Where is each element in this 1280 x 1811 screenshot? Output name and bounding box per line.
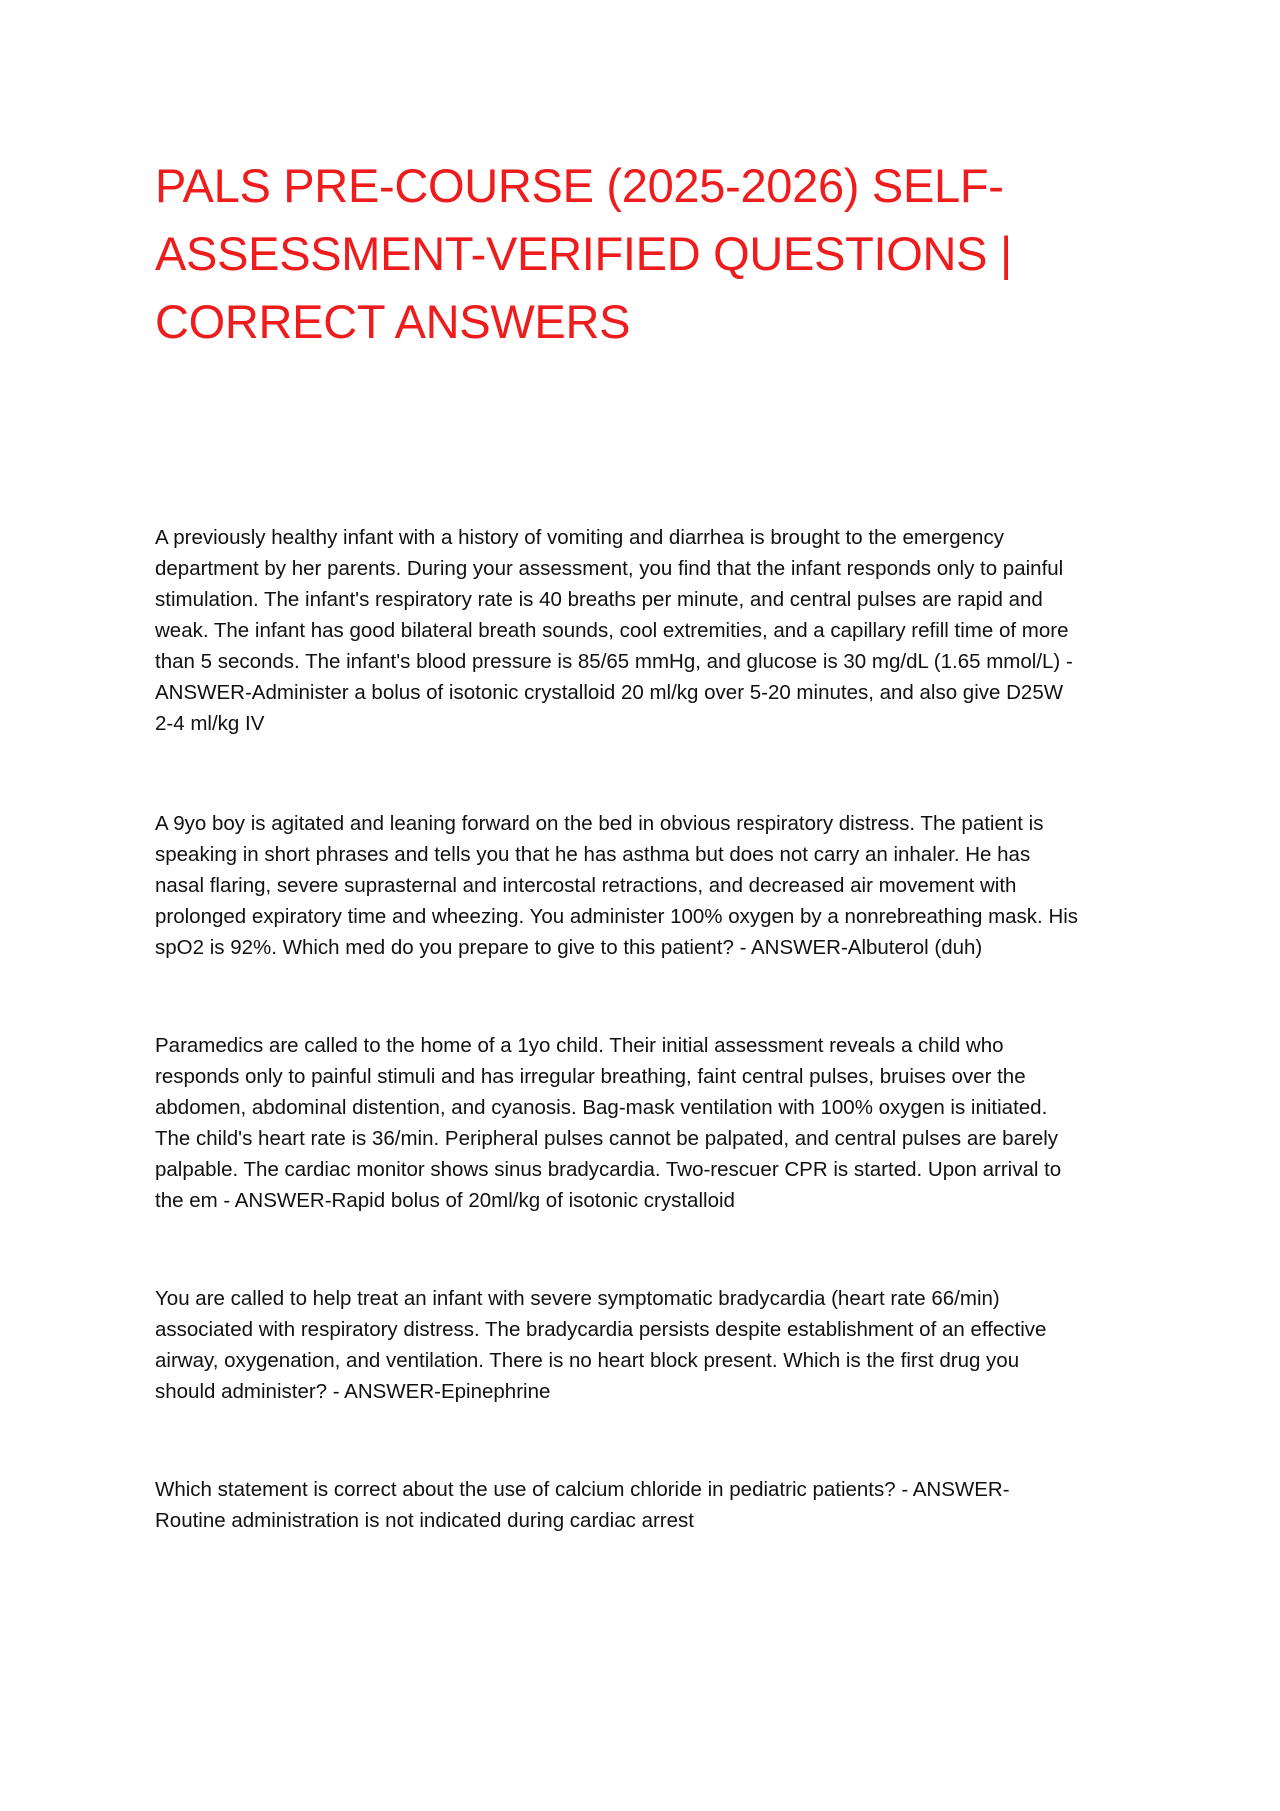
- text-line: ANSWER-Administer a bolus of isotonic crystalloid 20 ml/kg over 5-20 minutes, and also give D25W: [155, 681, 1064, 704]
- text-line: nasal flaring, severe suprasternal and intercostal retractions, and decreased air movement with: [155, 874, 1017, 897]
- question-answer-4: [155, 1283, 1145, 1407]
- text-line: spO2 is 92%. Which med do you prepare to give to this patient? - ANSWER-Albuterol (duh): [155, 936, 983, 959]
- text-line: stimulation. The infant's respiratory rate is 40 breaths per minute, and central pulses are rapid and: [155, 588, 1043, 611]
- text-line: abdomen, abdominal distention, and cyanosis. Bag-mask ventilation with 100% oxygen is initiated.: [155, 1096, 1048, 1119]
- text-line: A previously healthy infant with a history of vomiting and diarrhea is brought to the emergency: [155, 526, 1004, 549]
- question-answer-3: [155, 1030, 1145, 1216]
- text-line: A 9yo boy is agitated and leaning forward on the bed in obvious respiratory distress. The patient is: [155, 812, 1044, 835]
- text-line: 2-4 ml/kg IV: [155, 712, 265, 735]
- text-line: speaking in short phrases and tells you that he has asthma but does not carry an inhaler. He has: [155, 843, 1031, 866]
- text-line: department by her parents. During your assessment, you find that the infant responds only to painful: [155, 557, 1064, 580]
- title-line: PALS PRE-COURSE (2025-2026) SELF-: [155, 159, 1004, 212]
- text-line: Routine administration is not indicated during cardiac arrest: [155, 1509, 694, 1532]
- text-line: You are called to help treat an infant with severe symptomatic bradycardia (heart rate 66/min): [155, 1287, 1000, 1310]
- title-line: CORRECT ANSWERS: [155, 295, 631, 348]
- text-line: Paramedics are called to the home of a 1yo child. Their initial assessment reveals a child who: [155, 1034, 1004, 1057]
- text-line: than 5 seconds. The infant's blood pressure is 85/65 mmHg, and glucose is 30 mg/dL (1.65 mmol/L) -: [155, 650, 1073, 673]
- title-line: ASSESSMENT-VERIFIED QUESTIONS |: [155, 227, 1012, 280]
- text-line: airway, oxygenation, and ventilation. There is no heart block present. Which is the first drug you: [155, 1349, 1020, 1372]
- text-line: should administer? - ANSWER-Epinephrine: [155, 1380, 551, 1403]
- text-line: prolonged expiratory time and wheezing. You administer 100% oxygen by a nonrebreathing mask. His: [155, 905, 1079, 928]
- text-line: responds only to painful stimuli and has irregular breathing, faint central pulses, bruises over the: [155, 1065, 1026, 1088]
- text-line: Which statement is correct about the use of calcium chloride in pediatric patients? - ANSWER-: [155, 1478, 1010, 1501]
- text-line: associated with respiratory distress. The bradycardia persists despite establishment of an effective: [155, 1318, 1047, 1341]
- question-answer-1: [155, 522, 1145, 739]
- text-line: The child's heart rate is 36/min. Peripheral pulses cannot be palpated, and central pulses are barely: [155, 1127, 1059, 1150]
- question-answer-2: [155, 808, 1145, 963]
- document-title: [155, 152, 1115, 356]
- question-answer-5: [155, 1474, 1145, 1536]
- text-line: the em - ANSWER-Rapid bolus of 20ml/kg of isotonic crystalloid: [155, 1189, 735, 1212]
- text-line: weak. The infant has good bilateral breath sounds, cool extremities, and a capillary refill time of more: [155, 619, 1069, 642]
- text-line: palpable. The cardiac monitor shows sinus bradycardia. Two-rescuer CPR is started. Upon arrival to: [155, 1158, 1062, 1181]
